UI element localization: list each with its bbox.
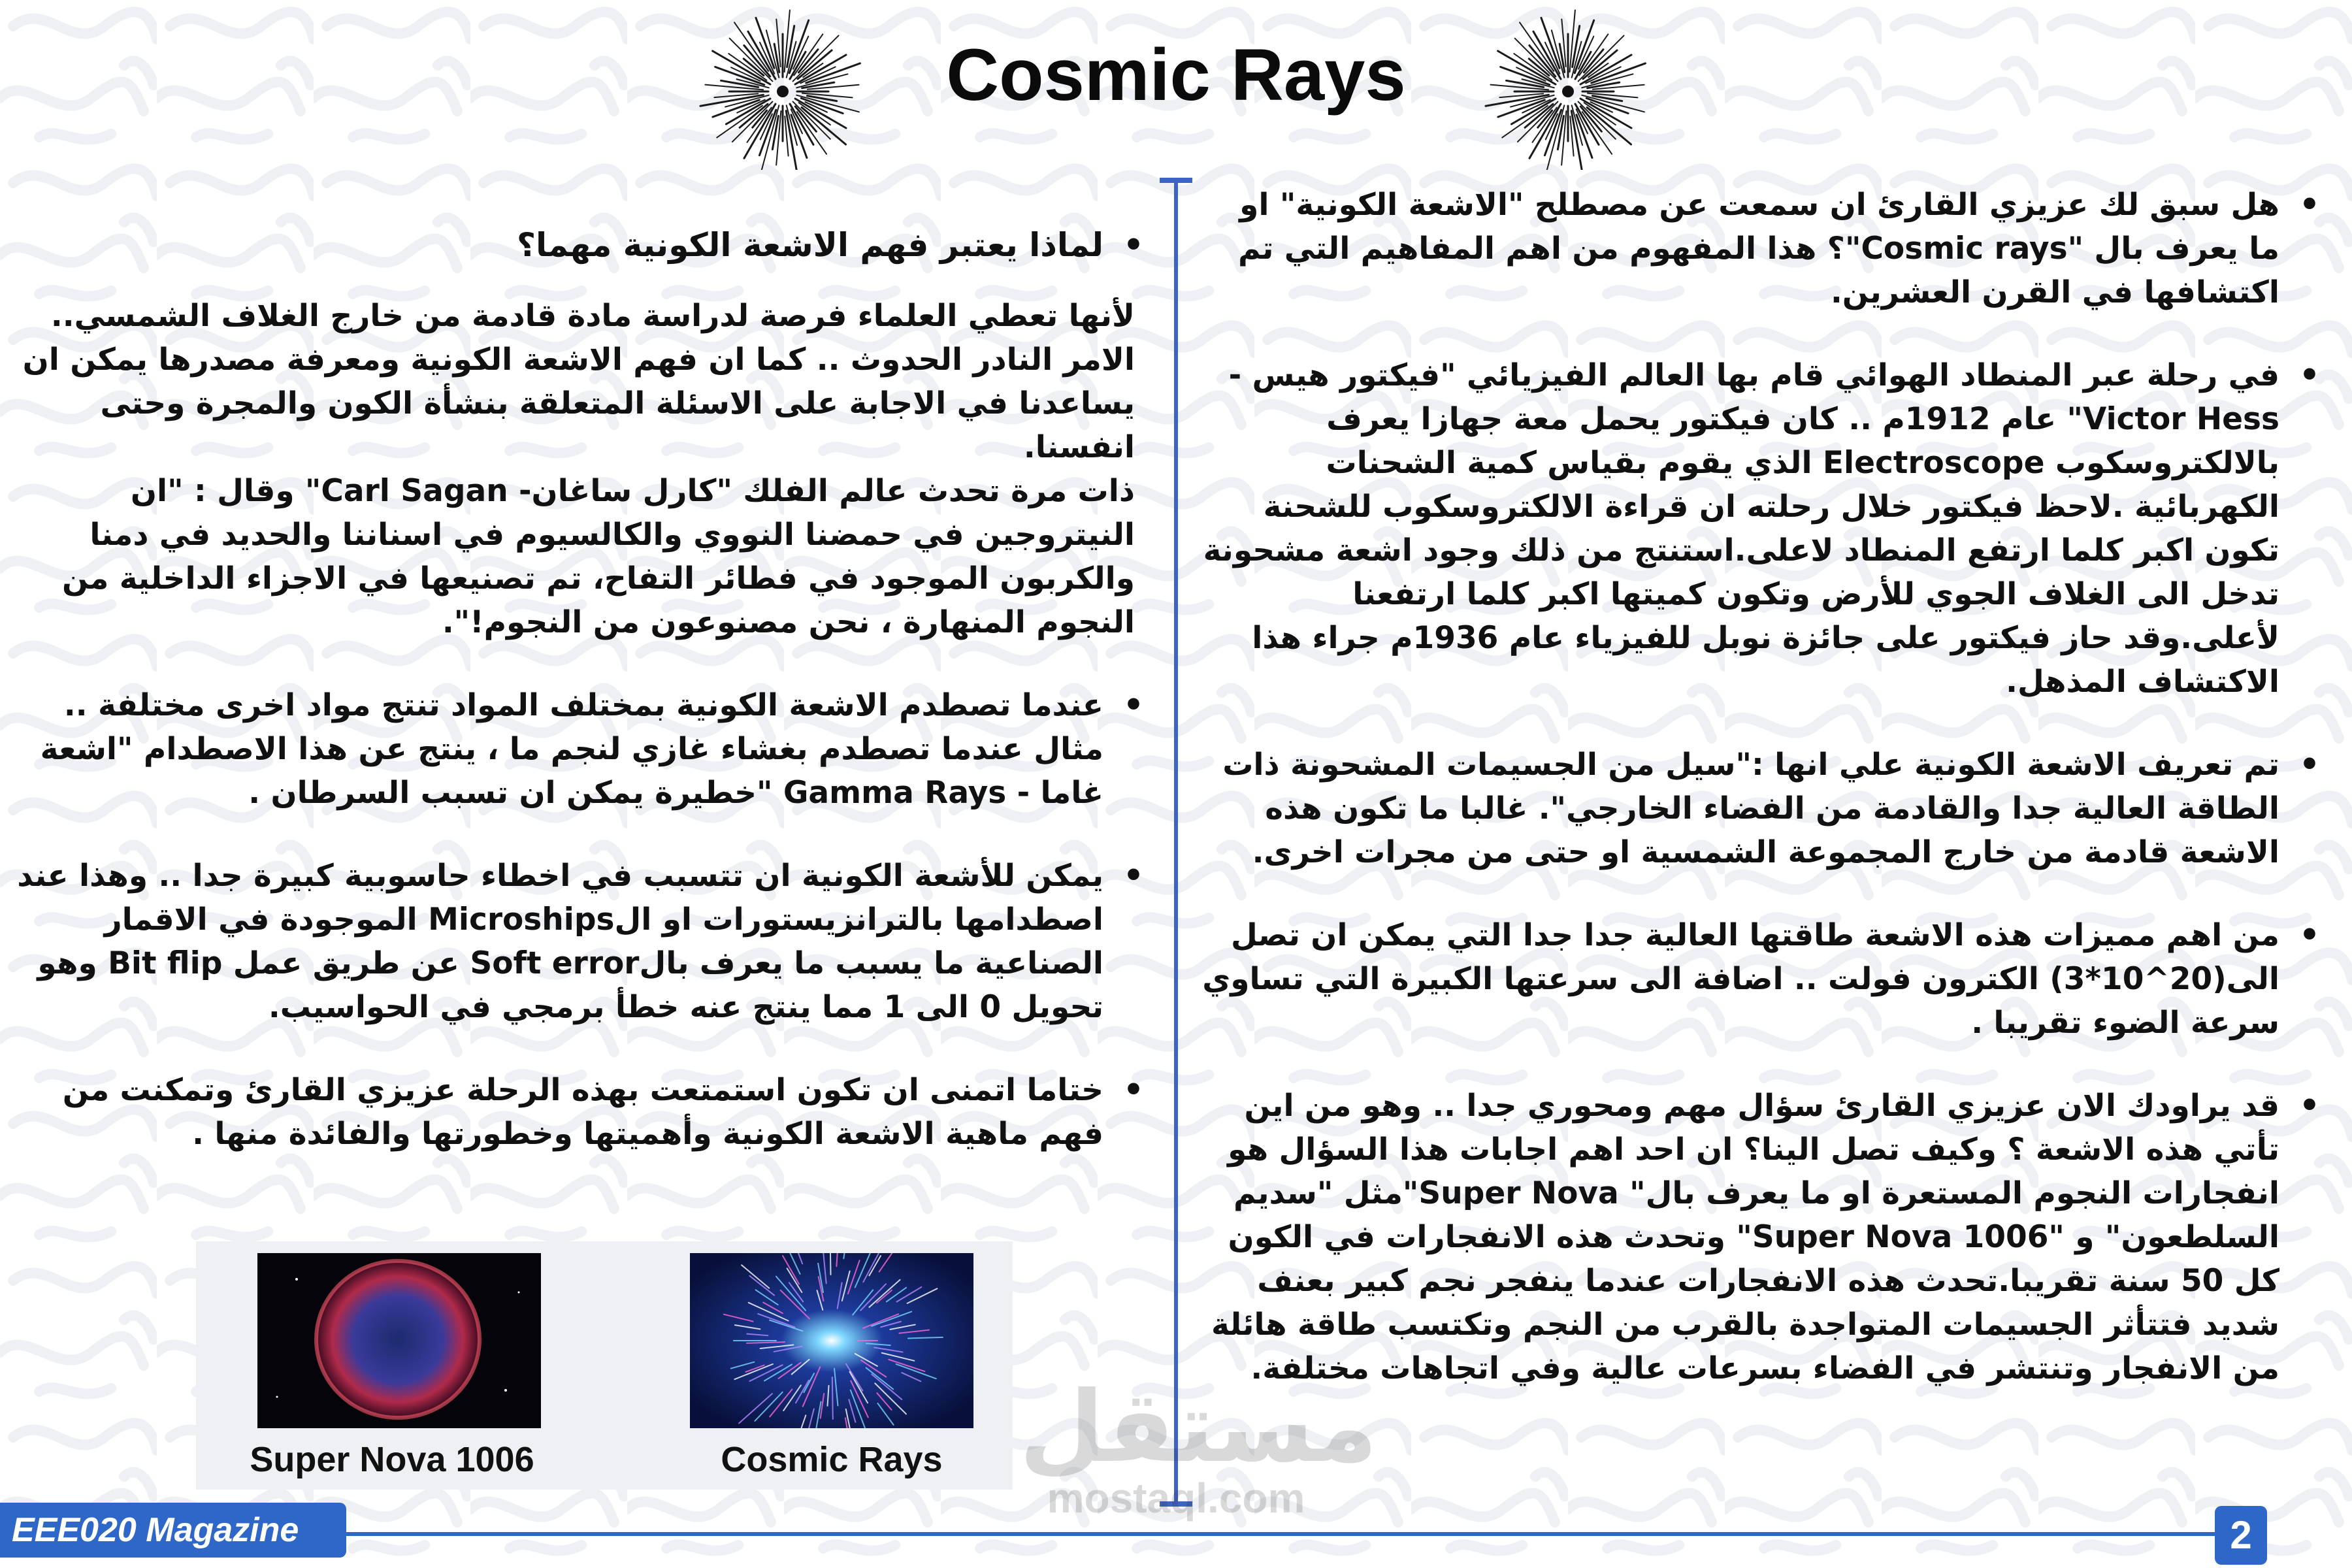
bullet-paragraph: • من اهم مميزات هذه الاشعة طاقتها العالية جدا جدا التي يمكن ان تصل الى(20^10*3) الكترون فولت .. اضافة الى سرعتها الكبيرة التي تساوي سرعة الضوء تقريبا .	[1199, 913, 2323, 1045]
bullet-paragraph: • في رحلة عبر المنطاد الهوائي قام بها العالم الفيزيائي "فيكتور هيس - Victor Hess" عام 1912م .. كان فيكتور يحمل معة جهازا يعرف بالالكتروسكوب Electroscope الذي يقوم بقياس كمية الشحنات الكهربائية .لاحظ فيكتور خلال رحلته ان قراءة الالكتروسكوب للشحنة تكون اكبر كلما ارتفع المنطاد لاعلى.استنتج من ذلك وجود اشعة مشحونة تدخل الى الغلاف الجوي للأرض وتكون كميتها اكبر كلما ارتفعنا لأعلى.وقد حاز فيكتور على جائزة نوبل للفيزياء عام 1936م جراء هذا الاكتشاف المذهل.	[1199, 353, 2323, 704]
bullet-paragraph: • قد يراودك الان عزيزي القارئ سؤال مهم ومحوري جدا .. وهو من اين تأتي هذه الاشعة ؟ وكيف تصل الينا؟ ان احد اهم اجابات هذا السؤال هو انفجارات النجوم المستعرة او ما يعرف بال" Super Nova"مثل "سديم السلطعون" و "Super Nova 1006" وتحدث هذه الانفجارات في الكون كل 50 سنة تقريبا.تحدث هذه الانفجارات عندما ينفجر نجم كبير بعنف شديد فتتأثر الجسيمات المتواجدة بالقرب من النجم وتكتسب طاقة هائلة من الانفجار وتنتشر في الفضاء بسرعات عالية وفي اتجاهات مختلفة.	[1199, 1084, 2323, 1390]
supernova-image	[257, 1253, 541, 1428]
footer-line	[340, 1532, 2221, 1536]
bullet-paragraph: • عندما تصطدم الاشعة الكونية بمختلف المواد تنتج مواد اخرى مختلفة .. مثال عندما تصطدم بغشاء غازي لنجم ما ، ينتج عن هذا الاصطدام "اشعة غاما - Gamma Rays "خطيرة يمكن ان تسبب السرطان .	[7, 683, 1147, 815]
bullet-paragraph: • يمكن للأشعة الكونية ان تتسبب في اخطاء حاسوبية كبيرة جدا .. وهذا عند اصطدامها بالترانزيستورات او الMicroships الموجودة في الاقمار الصناعية ما يسبب ما يعرف بالSoft error عن طريق عمل Bit flip وهو تحويل 0 الى 1 مما ينتج عنه خطأ برمجي في الحواسيب.	[7, 854, 1147, 1029]
left-column	[7, 222, 1147, 1195]
cosmic-rays-caption: Cosmic Rays	[721, 1440, 943, 1479]
supernova-caption: Super Nova 1006	[250, 1440, 534, 1479]
page-title: Cosmic Rays	[946, 34, 1406, 116]
bullet-paragraph: • تم تعريف الاشعة الكونية علي انها :"سيل من الجسيمات المشحونة ذات الطاقة العالية جدا والقادمة من الفضاء الخارجي". غالبا ما تكون هذه الاشعة قادمة من خارج المجموعة الشمسية او حتى من مجرات اخرى.	[1199, 743, 2323, 874]
watermark-arabic: مستقل	[1019, 1371, 1378, 1484]
right-column	[1199, 183, 2323, 1429]
column-divider	[1174, 180, 1178, 1506]
section-heading: • لماذا يعتبر فهم الاشعة الكونية مهما؟	[7, 222, 1147, 268]
magazine-label: EEE020 Magazine	[0, 1503, 346, 1558]
bullet-paragraph: • هل سبق لك عزيزي القارئ ان سمعت عن مصطلح "الاشعة الكونية" او ما يعرف بال "Cosmic rays"؟ هذا المفهوم من اهم المفاهيم التي تم اكتشافها في القرن العشرين.	[1199, 183, 2323, 314]
bullet-paragraph: • ختاما اتمنى ان تكون استمتعت بهذه الرحلة عزيزي القارئ وتمكنت من فهم ماهية الاشعة الكونية وأهميتها وخطورتها والفائدة منها .	[7, 1068, 1147, 1156]
cosmic-rays-image	[690, 1253, 973, 1428]
quote-paragraph: ذات مرة تحدث عالم الفلك "كارل ساغان- Carl Sagan" وقال : "ان النيتروجين في حمضنا النووي والكالسيوم في اسناننا والحديد في دمنا والكربون الموجود في فطائر التفاح، تم تصنيعها في الاجزاء الداخلية من النجوم المنهارة ، نحن مصنوعون من النجوم!".	[61, 473, 1135, 640]
watermark-latin: mostaql.com	[1047, 1475, 1305, 1522]
page-number: 2	[2215, 1506, 2267, 1565]
watermark-logo	[1019, 1371, 1378, 1522]
paragraph: لأنها تعطي العلماء فرصة لدراسة مادة قادمة من خارج الغلاف الشمسي.. الامر النادر الحدوث .. كما ان فهم الاشعة الكونية ومعرفة مصدرها يمكن ان يساعدنا في الاجابة على الاسئلة المتعلقة بنشأة الكون والمجرة وحتى انفسنا.	[22, 298, 1135, 465]
